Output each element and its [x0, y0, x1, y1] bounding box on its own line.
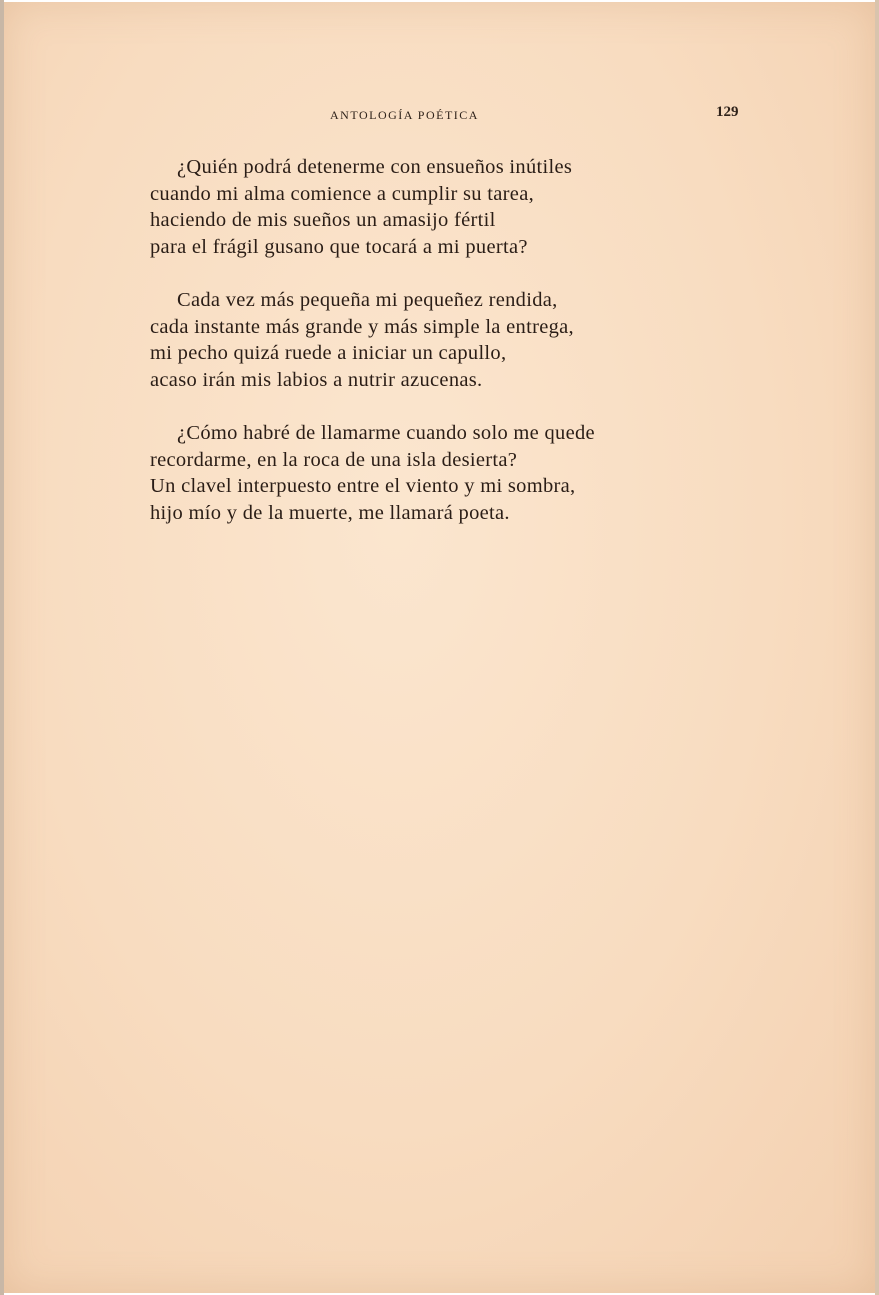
verse-line: mi pecho quizá ruede a iniciar un capullo,	[150, 342, 507, 364]
verse-line: haciendo de mis sueños un amasijo fértil	[150, 209, 496, 231]
verse-line: cuando mi alma comience a cumplir su tarea,	[150, 182, 535, 205]
stanza-1	[150, 154, 710, 260]
stanza-2	[150, 287, 710, 393]
verse-line: ¿Quién podrá detenerme con ensueños inútiles	[177, 156, 573, 178]
verse-line: acaso irán mis labios a nutrir azucenas.	[150, 368, 483, 391]
stanza-3	[150, 420, 710, 526]
verse-line: para el frágil gusano que tocará a mi puerta?	[150, 235, 528, 258]
running-head: ANTOLOGÍA POÉTICA	[330, 108, 479, 122]
page-number: 129	[716, 104, 739, 120]
book-page	[4, 2, 875, 1293]
verse-line: hijo mío y de la muerte, me llamará poeta.	[150, 501, 510, 524]
verse-line: recordarme, en la roca de una isla desierta?	[150, 448, 518, 471]
verse-line: Un clavel interpuesto entre el viento y mi sombra,	[150, 475, 576, 497]
verse-line: Cada vez más pequeña mi pequeñez rendida,	[177, 289, 558, 311]
page-right-edge	[875, 0, 879, 1295]
poem	[150, 154, 710, 553]
verse-line: ¿Cómo habré de llamarme cuando solo me quede	[177, 422, 595, 444]
verse-line: cada instante más grande y más simple la entrega,	[150, 315, 574, 338]
